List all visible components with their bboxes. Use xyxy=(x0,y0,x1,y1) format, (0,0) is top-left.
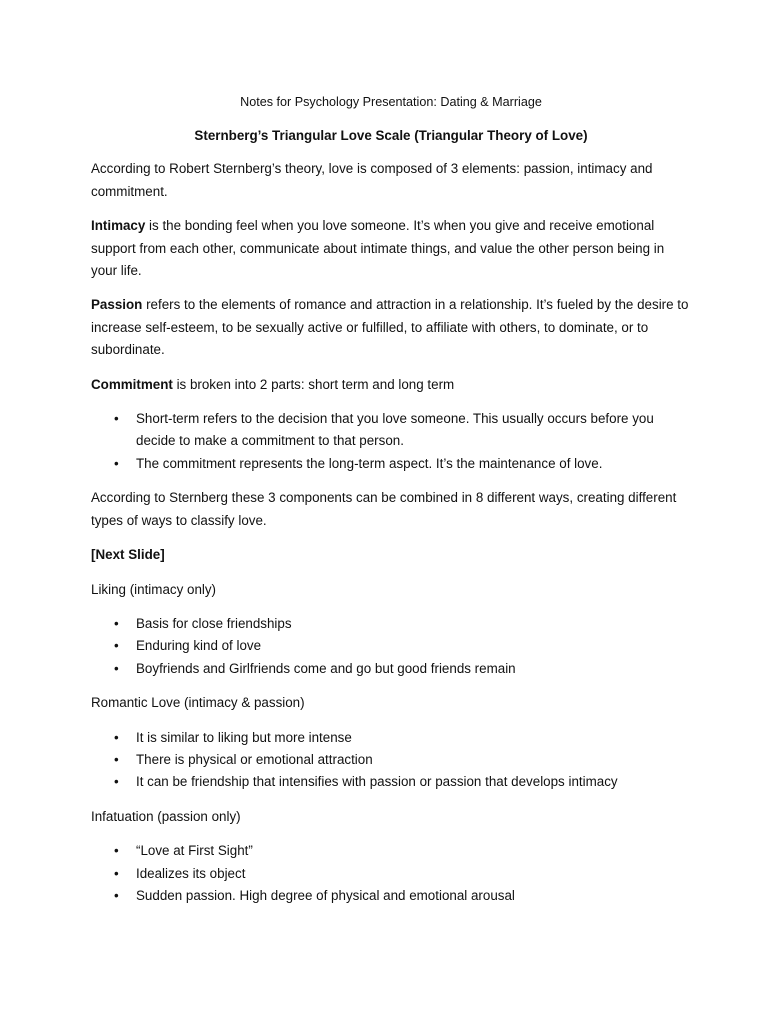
commitment-paragraph xyxy=(91,374,691,396)
intimacy-text: is the bonding feel when you love someone. It’s when you give and receive emotional support from each other, communicate about intimate things, and value the other person being in your life. xyxy=(91,218,665,279)
intimacy-paragraph xyxy=(91,215,691,282)
bullet-icon: • xyxy=(114,455,119,471)
list-item xyxy=(91,408,691,453)
list-item-text: Short-term refers to the decision that you love someone. This usually occurs before you decide to make a commitment to that person. xyxy=(136,411,654,449)
next-slide-marker: [Next Slide] xyxy=(91,547,165,563)
infatuation-heading: Infatuation (passion only) xyxy=(91,808,241,824)
bullet-icon: • xyxy=(114,615,119,631)
bullet-icon: • xyxy=(114,865,119,881)
list-item xyxy=(91,613,691,635)
list-item-text: Boyfriends and Girlfriends come and go but good friends remain xyxy=(136,660,516,676)
list-item-text: It is similar to liking but more intense xyxy=(136,729,352,745)
romantic-list xyxy=(91,727,691,794)
list-item xyxy=(91,840,691,862)
list-item-text: It can be friendship that intensifies with passion or passion that develops intimacy xyxy=(136,774,618,790)
list-item xyxy=(91,749,691,771)
bullet-icon: • xyxy=(114,843,119,859)
bullet-icon: • xyxy=(114,887,119,903)
bullet-icon: • xyxy=(114,411,119,427)
bullet-icon: • xyxy=(114,751,119,767)
document-subtitle: Sternberg’s Triangular Love Scale (Triangular Theory of Love) xyxy=(194,128,588,143)
bullet-icon: • xyxy=(114,638,119,654)
romantic-heading: Romantic Love (intimacy & passion) xyxy=(91,695,305,711)
bullet-icon: • xyxy=(114,774,119,790)
list-item xyxy=(91,863,691,885)
commitment-text: is broken into 2 parts: short term and long term xyxy=(172,376,455,392)
intro-paragraph: According to Robert Sternberg’s theory, love is composed of 3 elements: passion, intimacy and commitment. xyxy=(91,161,653,199)
intimacy-term: Intimacy xyxy=(91,218,146,234)
list-item-text: Idealizes its object xyxy=(136,865,246,881)
bullet-icon: • xyxy=(114,729,119,745)
document-title: Notes for Psychology Presentation: Dating & Marriage xyxy=(240,95,542,109)
document-body xyxy=(91,92,691,919)
list-item xyxy=(91,658,691,680)
list-item-text: Enduring kind of love xyxy=(136,638,262,654)
list-item-text: There is physical or emotional attraction xyxy=(136,751,373,767)
list-item-text: Sudden passion. High degree of physical and emotional arousal xyxy=(136,887,515,903)
liking-heading: Liking (intimacy only) xyxy=(91,581,217,597)
liking-list xyxy=(91,613,691,680)
list-item-text: The commitment represents the long-term aspect. It’s the maintenance of love. xyxy=(136,455,603,471)
passion-term: Passion xyxy=(91,297,143,313)
passion-text: refers to the elements of romance and attraction in a relationship. It’s fueled by the desire to increase self-esteem, to be sexually active or fulfilled, to affiliate with others, to dominate, or to subordinate. xyxy=(91,297,689,358)
commitment-term: Commitment xyxy=(91,376,173,392)
list-item xyxy=(91,635,691,657)
list-item xyxy=(91,453,691,475)
infatuation-list xyxy=(91,840,691,907)
bullet-icon: • xyxy=(114,660,119,676)
list-item xyxy=(91,727,691,749)
commitment-list xyxy=(91,408,691,475)
list-item xyxy=(91,885,691,907)
list-item-text: “Love at First Sight” xyxy=(136,843,253,859)
list-item-text: Basis for close friendships xyxy=(136,615,292,631)
list-item xyxy=(91,771,691,793)
combined-paragraph: According to Sternberg these 3 components can be combined in 8 different ways, creating different types of ways to classify love. xyxy=(91,490,677,528)
passion-paragraph xyxy=(91,294,691,361)
